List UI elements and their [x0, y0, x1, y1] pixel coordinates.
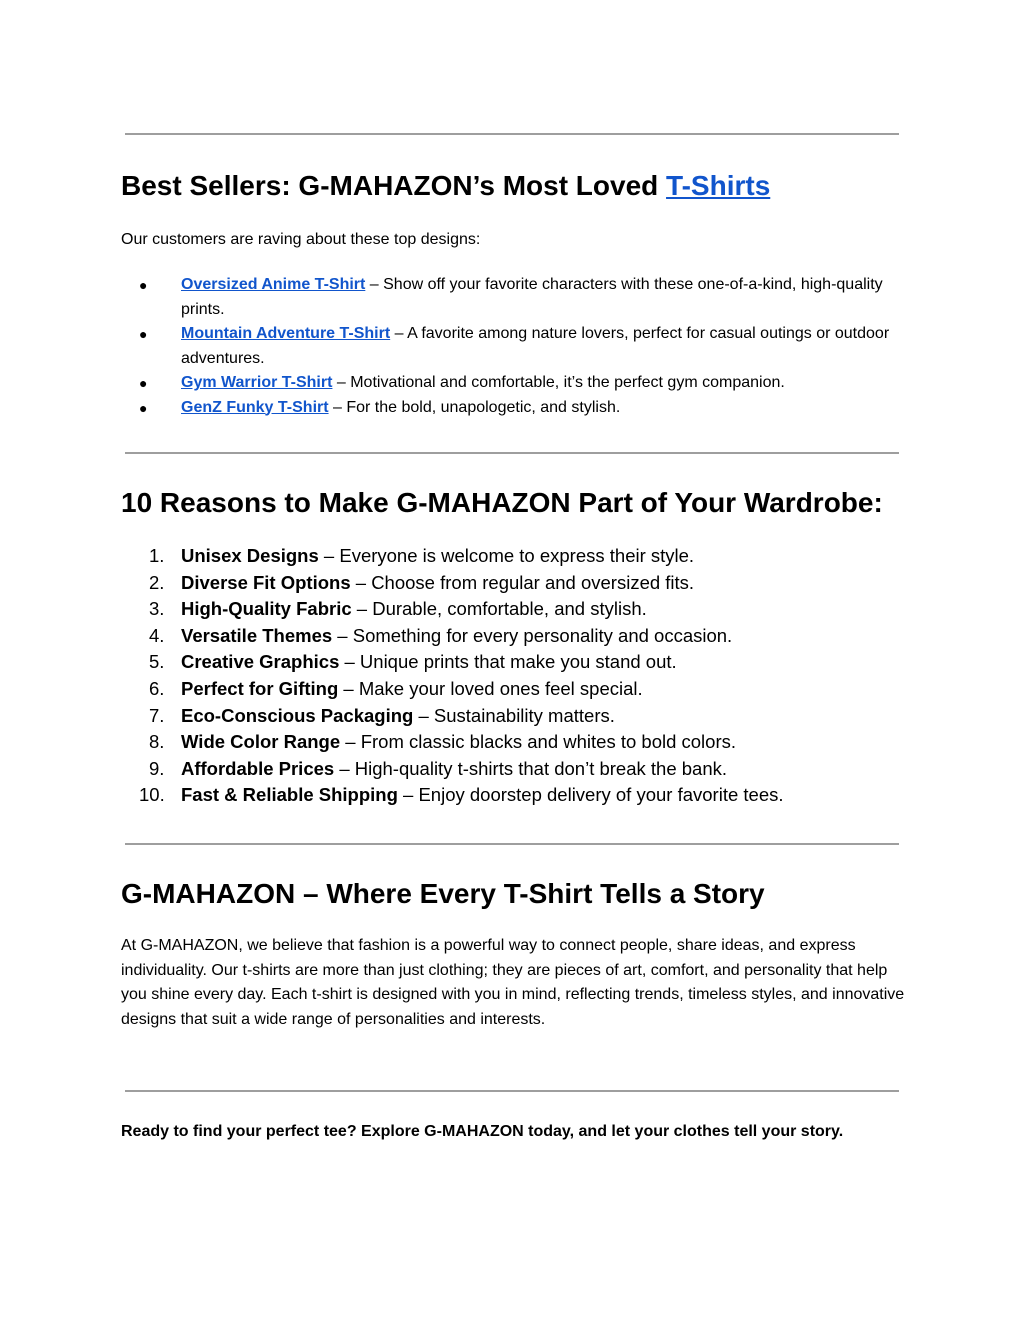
- reasons-heading: 10 Reasons to Make G-MAHAZON Part of Your Wardrobe:: [121, 487, 883, 518]
- t-shirts-link[interactable]: T-Shirts: [666, 170, 771, 201]
- bullet-icon: ●: [139, 326, 148, 342]
- bullet-icon: ●: [139, 375, 148, 391]
- list-item: ● GenZ Funky T-Shirt – For the bold, unapologetic, and stylish.: [121, 396, 901, 421]
- bullet-icon: ●: [139, 399, 148, 416]
- list-item: ● Mountain Adventure T-Shirt – A favorite among nature lovers, perfect for casual outings or outdoor adventures.: [121, 322, 901, 371]
- horizontal-rule: [125, 1090, 899, 1092]
- horizontal-rule: [125, 452, 899, 454]
- story-heading: G-MAHAZON – Where Every T-Shirt Tells a Story: [121, 878, 765, 909]
- best-sellers-intro: Our customers are raving about these top designs:: [121, 231, 481, 248]
- list-item: 4. Versatile Themes – Something for every personality and occasion.: [149, 624, 733, 646]
- horizontal-rule: [125, 843, 899, 845]
- list-item: 3. High-Quality Fabric – Durable, comfortable, and stylish.: [149, 598, 647, 620]
- list-item: ● Oversized Anime T-Shirt – Show off your favorite characters with these one-of-a-kind, high-quality prints.: [121, 273, 901, 322]
- list-item: 9. Affordable Prices – High-quality t-shirts that don’t break the bank.: [149, 757, 728, 779]
- call-to-action: Ready to find your perfect tee? Explore G-MAHAZON today, and let your clothes tell your story.: [121, 1123, 844, 1140]
- horizontal-rule: [125, 133, 899, 135]
- list-item: 2. Diverse Fit Options – Choose from regular and oversized fits.: [149, 571, 695, 593]
- product-link-oversized-anime[interactable]: Oversized Anime T-Shirt: [181, 276, 366, 293]
- best-sellers-list: [121, 273, 901, 420]
- list-item: 6. Perfect for Gifting – Make your loved ones feel special.: [149, 677, 643, 699]
- list-item: 5. Creative Graphics – Unique prints that make you stand out.: [149, 651, 677, 673]
- bullet-icon: ●: [139, 277, 148, 293]
- list-item: ● Gym Warrior T-Shirt – Motivational and comfortable, it’s the perfect gym companion.: [121, 371, 901, 396]
- product-link-gym-warrior[interactable]: Gym Warrior T-Shirt: [181, 374, 333, 391]
- list-item: 1. Unisex Designs – Everyone is welcome to express their style.: [149, 545, 695, 566]
- product-link-mountain-adventure[interactable]: Mountain Adventure T-Shirt: [181, 325, 391, 342]
- product-link-genz-funky[interactable]: GenZ Funky T-Shirt: [181, 398, 329, 416]
- reasons-list: [121, 543, 901, 809]
- story-paragraph: At G-MAHAZON, we believe that fashion is a powerful way to connect people, share ideas, and express individuality. Our t-shirts are more than just clothing; they are pieces of art, comfort, and personality that help you shine every day. Each t-shirt is designed with you in mind, reflecting trends, timeless styles, and innovative designs that suit a wide range of personalities and interests.: [121, 937, 905, 1028]
- list-item: 10. Fast & Reliable Shipping – Enjoy doorstep delivery of your favorite tees.: [139, 784, 784, 806]
- best-sellers-heading: Best Sellers: G-MAHAZON’s Most Loved T-Shirts: [121, 170, 771, 201]
- list-item: 8. Wide Color Range – From classic blacks and whites to bold colors.: [149, 731, 737, 753]
- list-item: 7. Eco-Conscious Packaging – Sustainability matters.: [149, 704, 615, 726]
